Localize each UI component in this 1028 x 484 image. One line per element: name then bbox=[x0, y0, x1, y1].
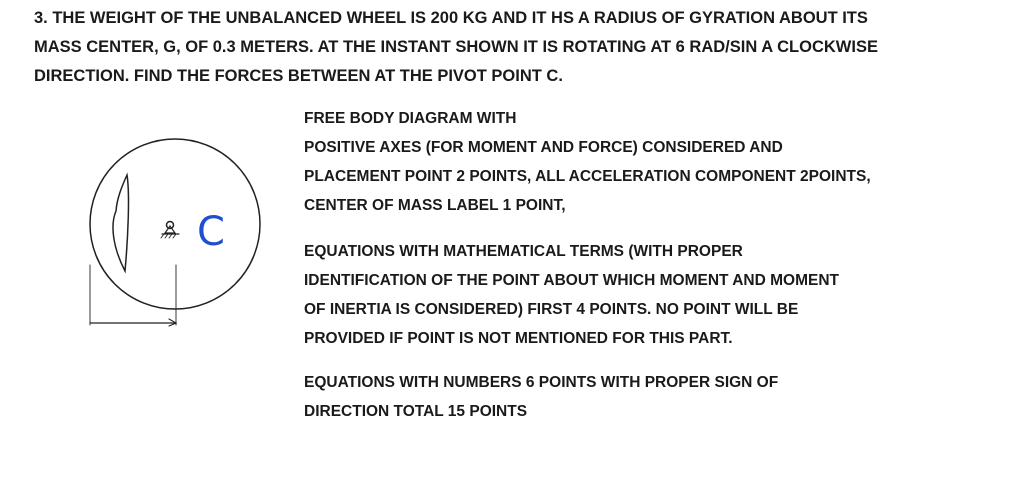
rubric-fbd-line-1: FREE BODY DIAGRAM WITH bbox=[304, 110, 517, 127]
rubric-numbers-line-1: EQUATIONS WITH NUMBERS 6 POINTS WITH PROPER SIGN OF bbox=[304, 374, 779, 391]
problem-statement bbox=[34, 4, 1014, 91]
rubric-terms-line-1: EQUATIONS WITH MATHEMATICAL TERMS (WITH PROPER bbox=[304, 243, 743, 260]
problem-line-2: MASS CENTER, G, OF 0.3 METERS. AT THE INSTANT SHOWN IT IS ROTATING AT 6 RAD/SIN A CLOCKWISE bbox=[34, 38, 878, 56]
pivot-label-c: C bbox=[197, 209, 225, 255]
rubric-equations-numbers bbox=[304, 368, 1004, 426]
rubric-equations-terms bbox=[304, 237, 1004, 353]
rubric-fbd-line-4: CENTER OF MASS LABEL 1 POINT, bbox=[304, 197, 566, 214]
grading-rubric bbox=[304, 104, 1004, 426]
rubric-terms-line-4: PROVIDED IF POINT IS NOT MENTIONED FOR THIS PART. bbox=[304, 330, 733, 347]
rubric-numbers-line-2: DIRECTION TOTAL 15 POINTS bbox=[304, 403, 528, 420]
rubric-terms-line-2: IDENTIFICATION OF THE POINT ABOUT WHICH MOMENT AND MOMENT bbox=[304, 272, 839, 289]
wheel-sketch bbox=[80, 130, 280, 350]
wheel-outline bbox=[90, 139, 260, 309]
rubric-fbd bbox=[304, 104, 1004, 220]
rubric-fbd-line-2: POSITIVE AXES (FOR MOMENT AND FORCE) CONSIDERED AND bbox=[304, 139, 783, 156]
wheel-sketch-svg bbox=[80, 130, 280, 350]
problem-line-3: DIRECTION. FIND THE FORCES BETWEEN AT THE PIVOT POINT C. bbox=[34, 67, 563, 85]
rubric-terms-line-3: OF INERTIA IS CONSIDERED) FIRST 4 POINTS. NO POINT WILL BE bbox=[304, 301, 799, 318]
rubric-fbd-line-3: PLACEMENT POINT 2 POINTS, ALL ACCELERATION COMPONENT 2POINTS, bbox=[304, 168, 871, 185]
problem-line-1: 3. THE WEIGHT OF THE UNBALANCED WHEEL IS 200 KG AND IT HS A RADIUS OF GYRATION ABOUT ITS bbox=[34, 9, 868, 27]
unbalanced-mass-sketch bbox=[113, 175, 128, 271]
